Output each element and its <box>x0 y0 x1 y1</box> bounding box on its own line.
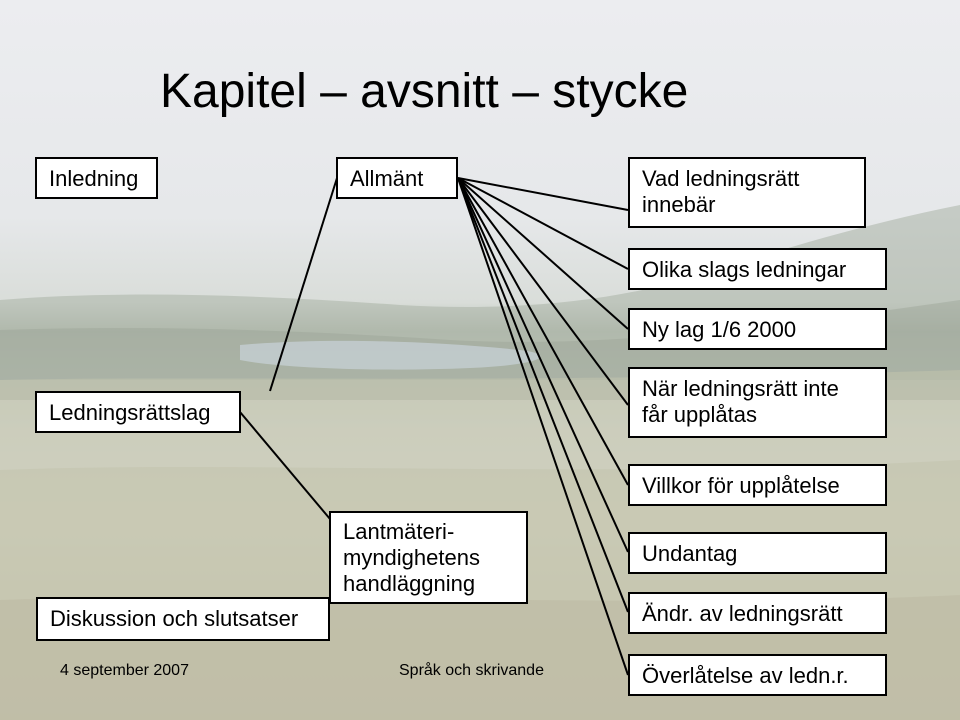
box-vad-innebar-line-1: Vad ledningsrätt <box>642 166 800 191</box>
box-ledningsrattslag-label: Ledningsrättslag <box>49 400 211 425</box>
box-undantag <box>628 532 887 574</box>
box-villkor-label: Villkor för upplåtelse <box>642 473 840 498</box>
box-nar-inte-line-2: får upplåtas <box>642 402 757 427</box>
box-allmant-label: Allmänt <box>350 166 424 191</box>
box-olika-slags <box>628 248 887 290</box>
footer-date: 4 september 2007 <box>60 662 189 679</box>
box-nar-inte-line-1: När ledningsrätt inte <box>642 376 839 401</box>
box-lantmateri-line-3: handläggning <box>343 571 476 596</box>
footer-center: Språk och skrivande <box>399 662 544 679</box>
box-villkor <box>628 464 887 506</box>
box-nar-inte <box>628 367 887 438</box>
box-overlatelse-label: Överlåtelse av ledn.r. <box>642 663 849 688</box>
slide-title: Kapitel – avsnitt – stycke <box>160 65 689 118</box>
box-vad-innebar <box>628 157 866 228</box>
box-allmant <box>336 157 458 199</box>
box-lantmateri <box>329 511 528 604</box>
box-diskussion-label: Diskussion och slutsatser <box>50 606 299 631</box>
box-andr-label: Ändr. av ledningsrätt <box>642 601 843 626</box>
box-inledning <box>35 157 158 199</box>
box-lantmateri-line-1: Lantmäteri- <box>343 519 455 544</box>
box-ny-lag <box>628 308 887 350</box>
box-inledning-label: Inledning <box>49 166 139 191</box>
box-vad-innebar-line-2: innebär <box>642 192 716 217</box>
box-ny-lag-label: Ny lag 1/6 2000 <box>642 317 797 342</box>
box-ledningsrattslag <box>35 391 241 433</box>
box-diskussion <box>36 597 330 641</box>
box-undantag-label: Undantag <box>642 541 738 566</box>
box-overlatelse <box>628 654 887 696</box>
box-andr <box>628 592 887 634</box>
box-lantmateri-line-2: myndighetens <box>343 545 480 570</box>
box-olika-slags-label: Olika slags ledningar <box>642 257 847 282</box>
